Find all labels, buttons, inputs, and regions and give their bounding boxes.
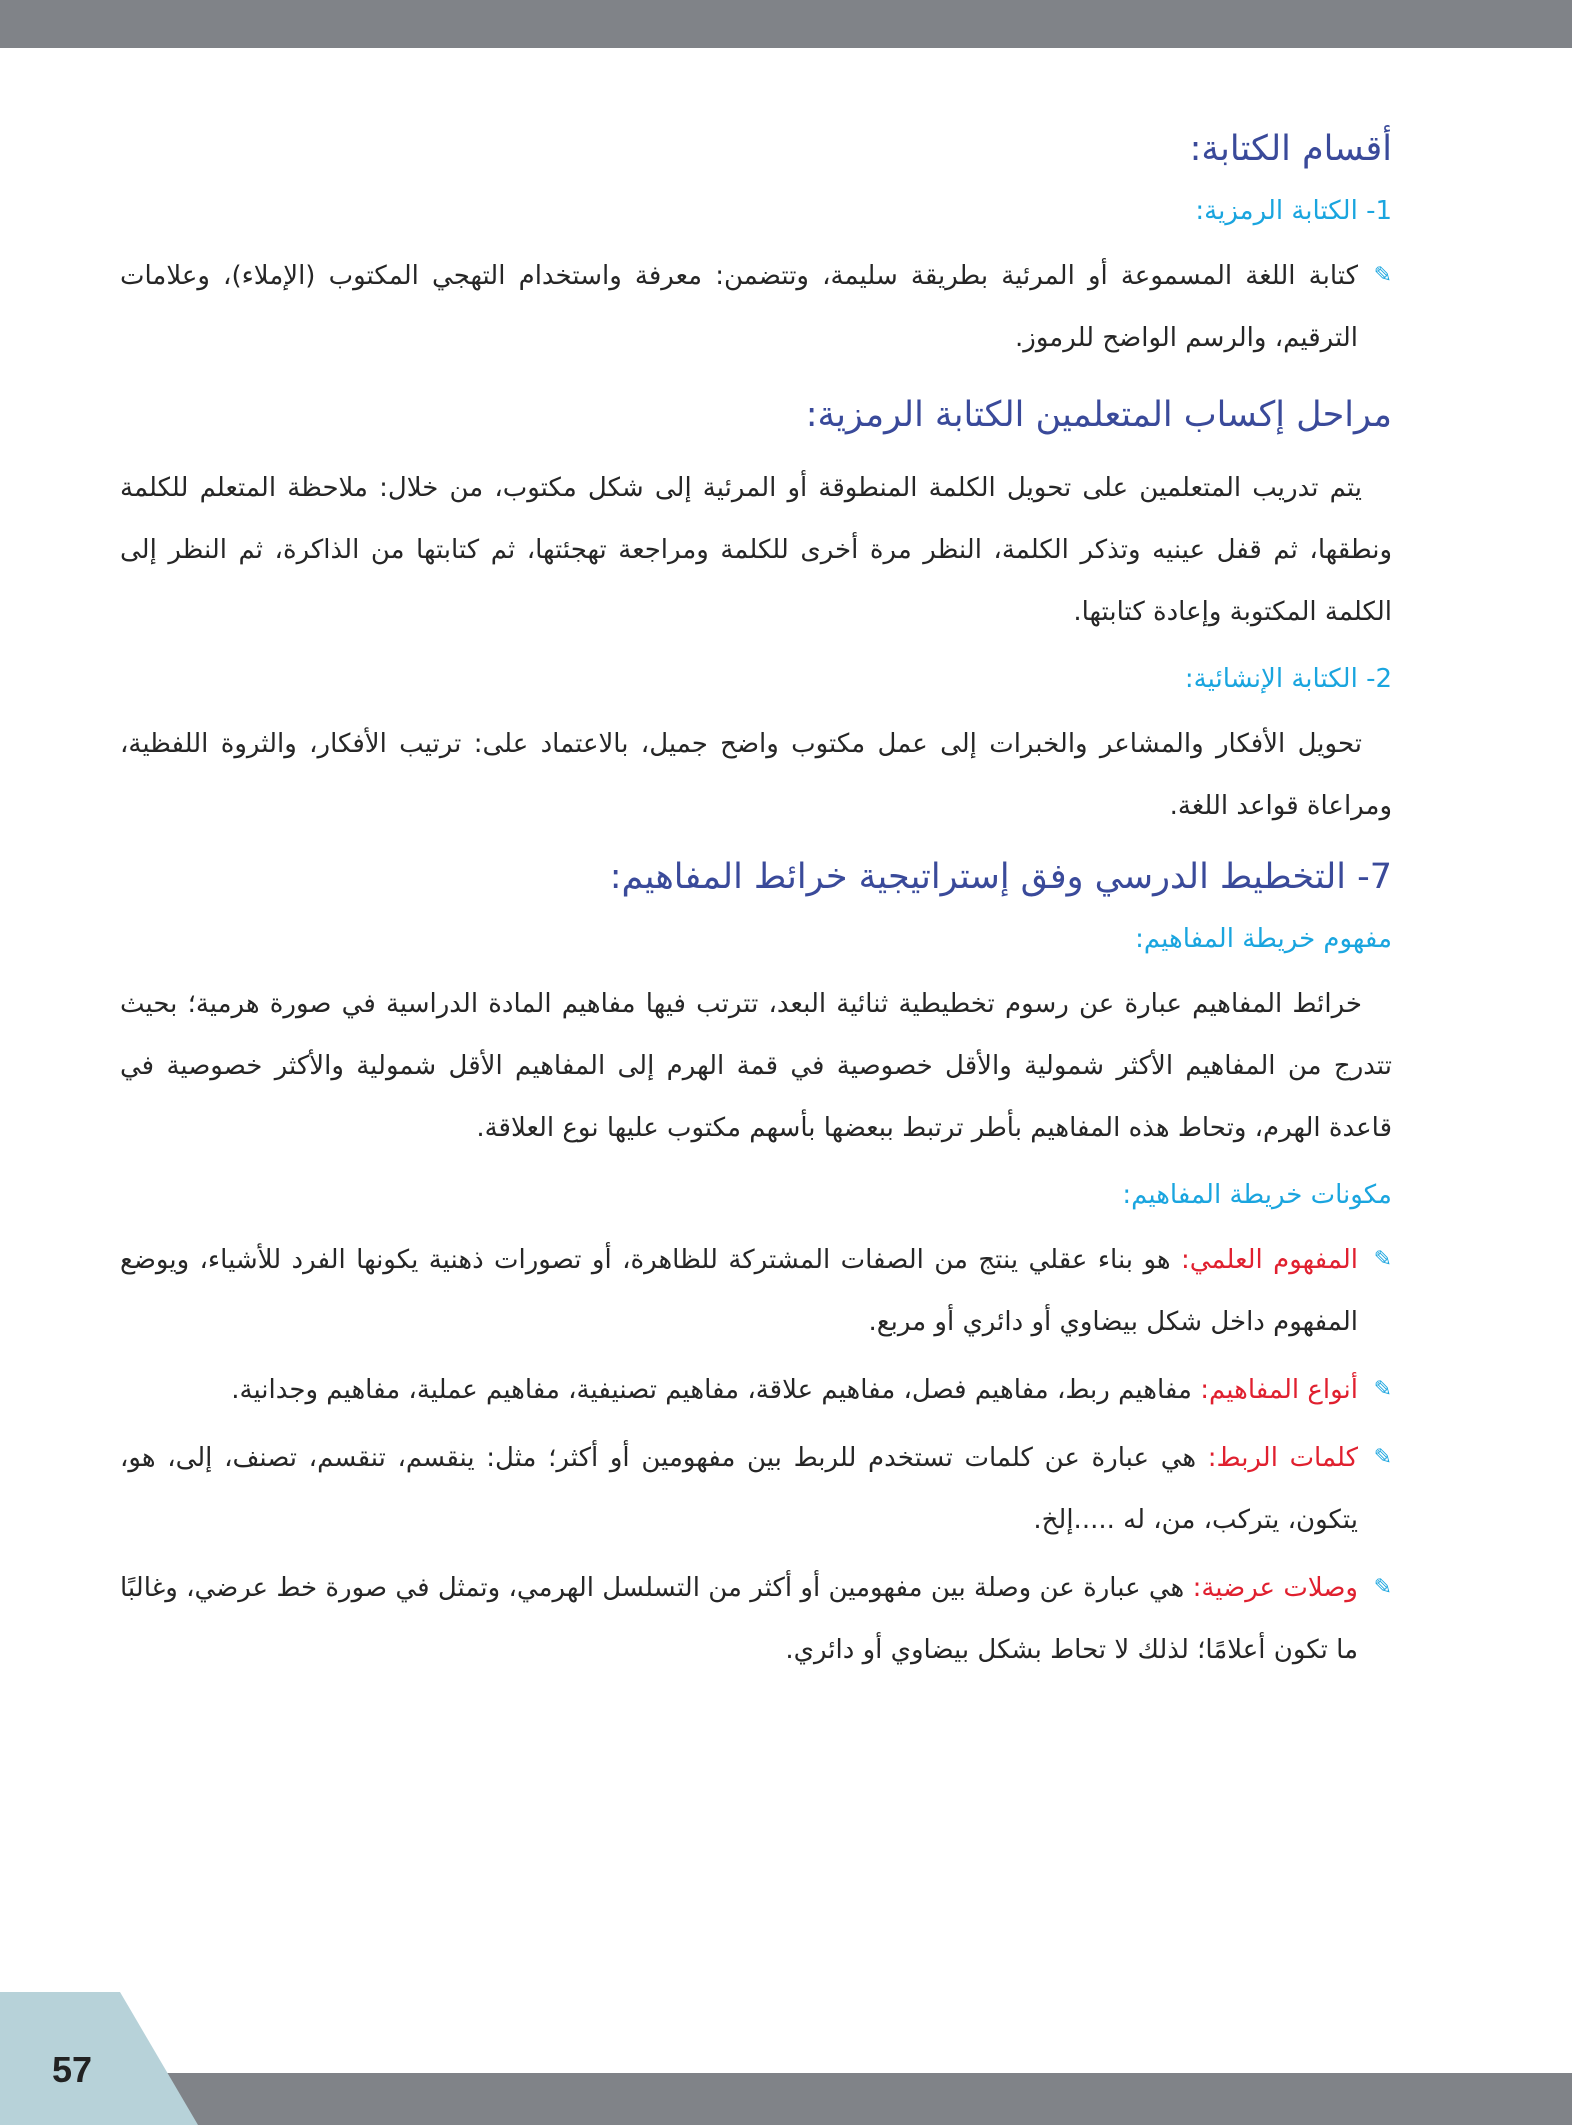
planning-heading: 7- التخطيط الدرسي وفق إستراتيجية خرائط المفاهيم:	[609, 857, 1392, 897]
page-content	[120, 125, 1392, 1703]
bottom-bar	[0, 2073, 1572, 2125]
creative-writing-paragraph: تحويل الأفكار والمشاعر والخبرات إلى عمل مكتوب واضح جميل، بالاعتماد على: ترتيب الأفكار، والثروة اللفظية، ومراعاة قواعد اللغة.	[120, 729, 1392, 821]
symbolic-writing-heading: 1- الكتابة الرمزية:	[1195, 196, 1392, 226]
list-item	[120, 1359, 1392, 1421]
pencil-bullet-icon: ✎	[1373, 1247, 1392, 1272]
component-description: هي عبارة عن كلمات تستخدم للربط بين مفهومين أو أكثر؛ مثل: ينقسم، تنقسم، تصنف، إلى، هو، يتكون، يتركب، من، له .....إلخ.	[120, 1443, 1358, 1535]
creative-writing-heading: 2- الكتابة الإنشائية:	[1184, 664, 1392, 694]
component-term: وصلات عرضية:	[1192, 1573, 1358, 1603]
pencil-bullet-icon: ✎	[1373, 263, 1392, 288]
top-bar	[0, 0, 1572, 48]
list-item	[120, 1229, 1392, 1353]
component-description: مفاهيم ربط، مفاهيم فصل، مفاهيم علاقة، مفاهيم تصنيفية، مفاهيم عملية، مفاهيم وجدانية.	[231, 1375, 1201, 1405]
list-item	[120, 1427, 1392, 1551]
concept-map-components-heading: مكونات خريطة المفاهيم:	[1122, 1180, 1392, 1210]
page-number-tab	[0, 1992, 198, 2125]
stages-paragraph: يتم تدريب المتعلمين على تحويل الكلمة المنطوقة أو المرئية إلى شكل مكتوب، من خلال: ملاحظة المتعلم للكلمة ونطقها، ثم قفل عينيه وتذكر الكلمة، النظر مرة أخرى للكلمة ومراجعة تهجئتها، ثم كتابتها من الذاكرة، ثم النظر إلى الكلمة المكتوبة وإعادة كتابتها.	[120, 473, 1392, 627]
component-description: هي عبارة عن وصلة بين مفهومين أو أكثر من التسلسل الهرمي، وتمثل في صورة خط عرضي، وغالبًا ما تكون أعلامًا؛ لذلك لا تحاط بشكل بيضاوي أو دائري.	[120, 1573, 1358, 1665]
concept-map-definition-paragraph: خرائط المفاهيم عبارة عن رسوم تخطيطية ثنائية البعد، تترتب فيها مفاهيم المادة الدراسية في صورة هرمية؛ بحيث تتدرج من المفاهيم الأكثر شمولية والأقل خصوصية في قمة الهرم إلى المفاهيم الأقل شمولية والأكثر خصوصية في قاعدة الهرم، وتحاط هذه المفاهيم بأطر ترتبط ببعضها بأسهم مكتوب عليها نوع العلاقة.	[120, 989, 1392, 1143]
writing-types-heading: أقسام الكتابة:	[1189, 129, 1392, 169]
component-term: المفهوم العلمي:	[1181, 1245, 1358, 1275]
component-description: هو بناء عقلي ينتج من الصفات المشتركة للظاهرة، أو تصورات ذهنية يكونها الفرد للأشياء، ويوضع المفهوم داخل شكل بيضاوي أو دائري أو مربع.	[120, 1245, 1358, 1337]
pencil-bullet-icon: ✎	[1373, 1445, 1392, 1470]
concept-map-definition-heading: مفهوم خريطة المفاهيم:	[1135, 924, 1392, 954]
pencil-bullet-icon: ✎	[1373, 1377, 1392, 1402]
page-number: 57	[52, 2049, 93, 2090]
component-term: أنواع المفاهيم:	[1200, 1375, 1358, 1405]
pencil-bullet-icon: ✎	[1373, 1575, 1392, 1600]
components-list	[120, 1229, 1392, 1681]
component-term: كلمات الربط:	[1207, 1443, 1358, 1473]
list-item	[120, 245, 1392, 369]
symbolic-writing-list	[120, 245, 1392, 369]
list-item	[120, 1557, 1392, 1681]
symbolic-writing-text: كتابة اللغة المسموعة أو المرئية بطريقة سليمة، وتتضمن: معرفة واستخدام التهجي المكتوب (الإملاء)، وعلامات الترقيم، والرسم الواضح للرموز.	[120, 261, 1358, 353]
stages-heading: مراحل إكساب المتعلمين الكتابة الرمزية:	[805, 395, 1392, 435]
